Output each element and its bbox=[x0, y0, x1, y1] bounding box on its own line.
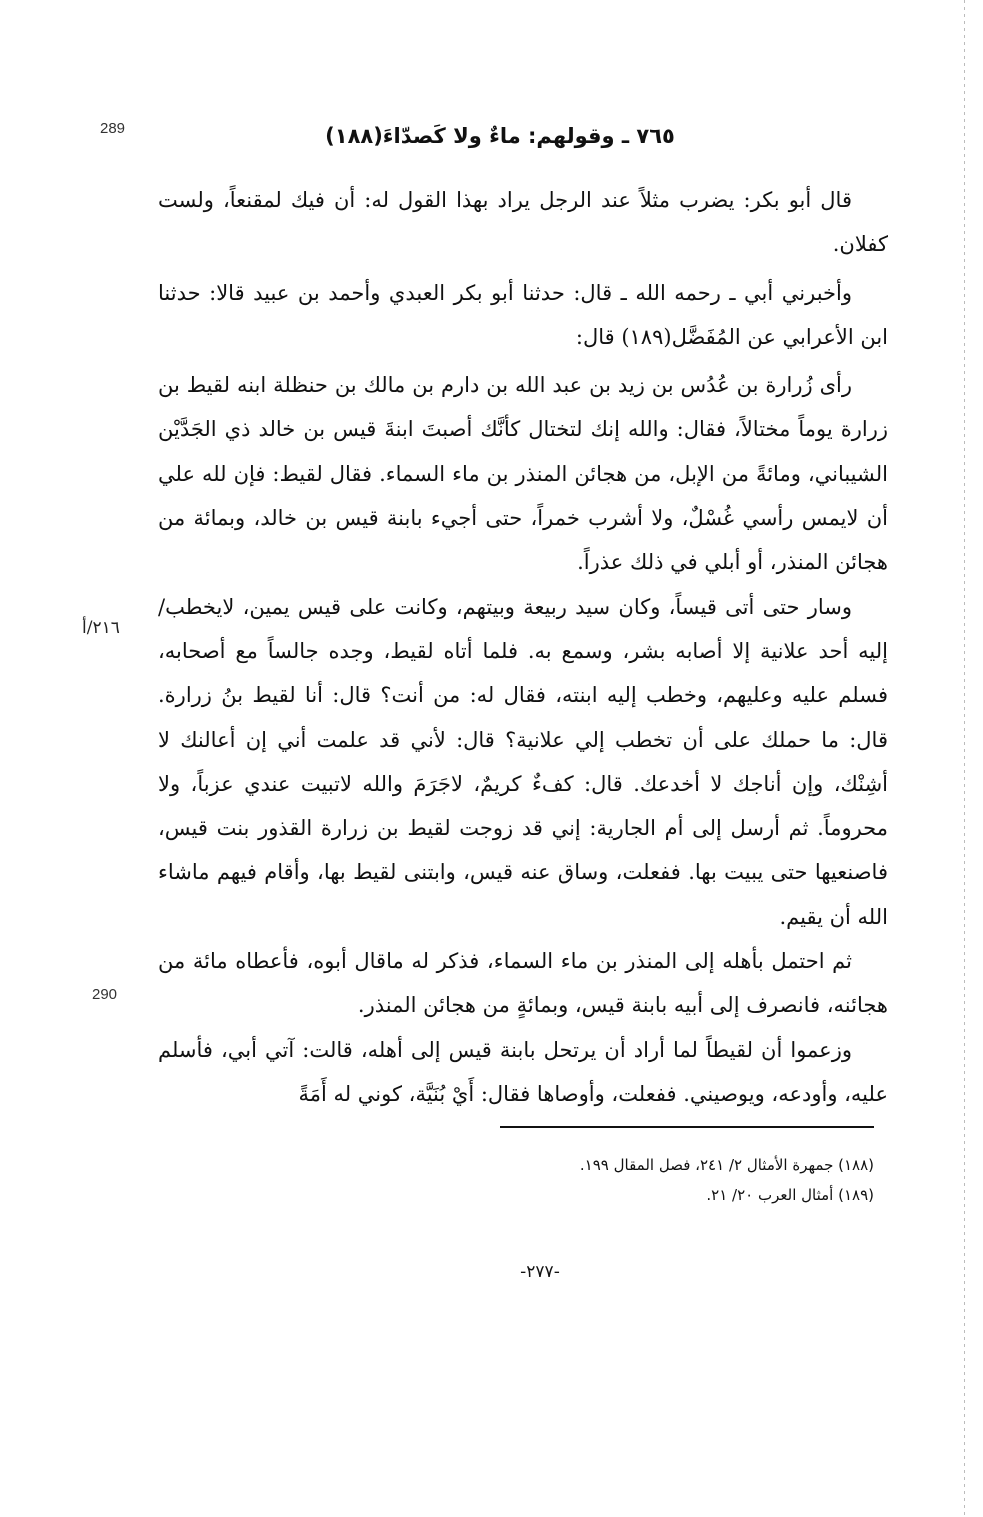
footnote-divider bbox=[500, 1126, 874, 1128]
paragraph-1: قال أبو بكر: يضرب مثلاً عند الرجل يراد بهذا القول له: أن فيك لمقنعاً، ولست كفلان. bbox=[158, 188, 888, 257]
section-title: ٧٦٥ ـ وقولهم: ماءٌ ولا كَصدّاءَ(١٨٨) bbox=[325, 124, 675, 148]
paragraph-4: وسار حتى أتى قيساً، وكان سيد ربيعة وبيتهم، وكانت على قيس يمين، لايخطب/إليه أحد علانية إلا أصابه بشر، وسمع به. فلما أتاه لقيط، وجده جالساً مع أصحابه، فسلم عليه وعليهم، وخطب إليه ابنته، فقال له: من أنت؟ قال: أنا لقيط بنُ زرارة. قال: ما حملك على أن تخطب إلي علانية؟ قال: لأني قد علمت أني إن أعالنك لا أشِنْك، وإن أناجك لا أخدعك. قال: كفءٌ كريمٌ، لاجَرَمَ والله لاتبيت عندي عزباً، ولا محروماً. ثم أرسل إلى أم الجارية: إني قد زوجت لقيط بن زرارة القذور بنت قيس، فاصنعيها حتى يبيت بها. ففعلت، وساق عنه قيس، وابتنى لقيط بها، وأقام فيهم ماشاء الله أن يقيم. bbox=[158, 594, 888, 929]
footnote-188: (١٨٨) جمهرة الأمثال ٢/ ٢٤١، فصل المقال ١٩٩. bbox=[579, 1156, 874, 1174]
paragraph-3: رأى زُرارة بن عُدُس بن زيد بن عبد الله بن دارم بن مالك بن حنظلة ابنه لقيط بن زرارة يوماً مختالاً، فقال: والله إنك لتختال كأنَّك أصبتَ ابنةَ قيس بن خالد ذي الجَدَّيْن الشيباني، ومائةً من الإبل، من هجائن المنذر بن ماء السماء. فقال لقيط: فإن لله علي أن لايمس رأسي غُسْلٌ، ولا أشرب خمراً، حتى أجيء بابنة قيس بن خالد، وبمائة من هجائن المنذر، أو أبلي في ذلك عذراً. bbox=[158, 373, 888, 575]
margin-page-number-top: 289 bbox=[100, 120, 126, 137]
footnote-189: (١٨٩) أمثال العرب ٢٠/ ٢١. bbox=[706, 1186, 874, 1204]
footnotes bbox=[420, 1150, 874, 1210]
main-text bbox=[158, 178, 888, 1116]
paragraph-2: وأخبرني أبي ـ رحمه الله ـ قال: حدثنا أبو بكر العبدي وأحمد بن عبيد قالا: حدثنا ابن الأعرابي عن المُفَضَّل(١٨٩) قال: bbox=[158, 280, 888, 349]
paragraph-5: ثم احتمل بأهله إلى المنذر بن ماء السماء، فذكر له ماقال أبوه، فأعطاه مائة من هجائنه، فانصرف إلى أبيه بابنة قيس، وبمائةٍ من هجائن المنذر. bbox=[158, 949, 888, 1018]
paragraph-6: وزعموا أن لقيطاً لما أراد أن يرتحل بابنة قيس إلى أهله، قالت: آتي أبي، فأسلم عليه، وأودعه، ويوصيني. ففعلت، وأوصاها فقال: أَيْ بُنَيَّة، كوني له أَمَةً bbox=[158, 1037, 888, 1106]
margin-page-number-bottom: 290 bbox=[92, 986, 118, 1003]
margin-folio-reference: ٢١٦/أ bbox=[82, 618, 120, 638]
scan-edge-line bbox=[964, 0, 965, 1517]
page-number: -٢٧٧- bbox=[520, 1262, 560, 1282]
